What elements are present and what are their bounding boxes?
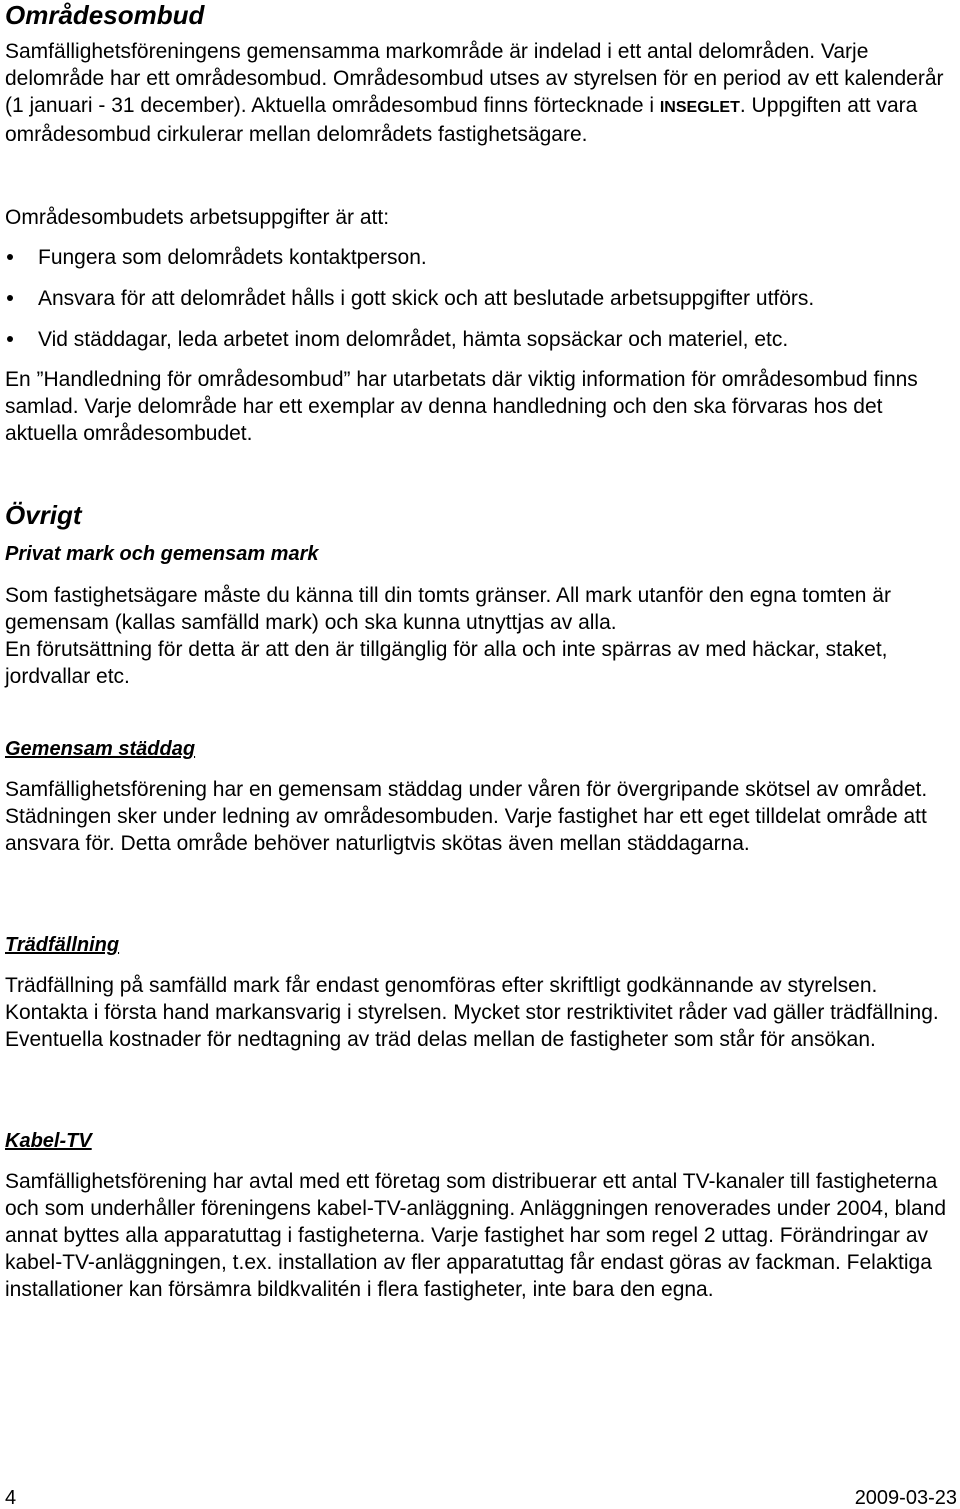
list-item: Vid städdagar, leda arbetet inom delområdet, hämta sopsäckar och materiel, etc. [5,326,955,367]
paragraph-omradesombud-intro [5,38,955,148]
paragraph-handledning: En ”Handledning för områdesombud” har utarbetats där viktig information för områdesombud finns samlad. Varje delområde har ett exemplar av denna handledning och den ska förvaras hos det aktuella områdesombudet. [5,368,918,445]
paragraph-privat-mark-2: En förutsättning för detta är att den är tillgänglig för alla och inte spärras av med häckar, staket, jordvallar etc. [5,638,888,688]
page-footer [5,1487,957,1509]
paragraph-kabel-tv: Samfällighetsförening har avtal med ett företag som distribuerar ett antal TV-kanaler till fastigheterna och som underhåller föreningens kabel-TV-anläggning. Anläggningen renoverades under 2004, bland annat byttes alla apparatuttag i fastigheterna. Varje fastighet har som regel 2 uttag. Förändringar av kabel-TV-anläggningen, t.ex. installation av fler apparatuttag får endast göras av fackman. Felaktiga installationer kan försämra bildkvalitén i flera fastigheter, inte bara den egna. [5,1170,947,1301]
tasks-list [5,244,955,367]
heading-omradesombud: Områdesombud [5,0,205,30]
intro-tail: . Uppgiften att vara områdesombud cirkulerar mellan delområdets fastighetsägare. [5,94,918,146]
tasks-intro: Områdesombudets arbetsuppgifter är att: [5,206,390,229]
bullet-icon [7,295,13,301]
heading-privat-mark: Privat mark och gemensam mark [5,543,319,565]
heading-gemensam-staddag: Gemensam städdag [5,738,196,760]
heading-ovrigt: Övrigt [5,500,82,530]
inseglet-name: INSEGLET [659,99,740,116]
bullet-icon [7,254,13,260]
paragraph-gemensam-staddag: Samfällighetsförening har en gemensam städdag under våren för övergripande skötsel av området. Städningen sker under ledning av områdesombuden. Varje fastighet har ett eget tilldelat område att ansvara för. Detta område behöver naturligtvis skötas även mellan städdagarna. [5,778,928,855]
bullet-icon [7,336,13,342]
list-item: Fungera som delområdets kontaktperson. [5,244,955,285]
heading-tradfallning: Trädfällning [5,934,120,956]
paragraph-tradfallning: Trädfällning på samfälld mark får endast genomföras efter skriftligt godkännande av styrelsen. Kontakta i första hand markansvarig i styrelsen. Mycket stor restriktivitet råder vad gäller trädfällning. Eventuella kostnader för nedtagning av träd delas mellan de fastigheter som står för ansökan. [5,974,939,1051]
footer-date: 2009-03-23 [854,1487,957,1509]
intro-text: Samfällighetsföreningens gemensamma markområde är indelad i ett antal delområden. Varje delområde har ett områdesombud. Områdesombud utses av styrelsen för en period av ett kalenderår (1 januari - 31 december). Aktuella områdesombud finns förtecknade i [5,40,944,117]
list-item: Ansvara för att delområdet hålls i gott skick och att beslutade arbetsuppgifter utförs. [5,285,955,326]
heading-kabel-tv: Kabel-TV [5,1130,92,1152]
page-number: 4 [5,1487,17,1509]
paragraph-privat-mark: Som fastighetsägare måste du känna till din tomts gränser. All mark utanför den egna tomten är gemensam (kallas samfälld mark) och ska kunna utnyttjas av alla. [5,584,891,634]
